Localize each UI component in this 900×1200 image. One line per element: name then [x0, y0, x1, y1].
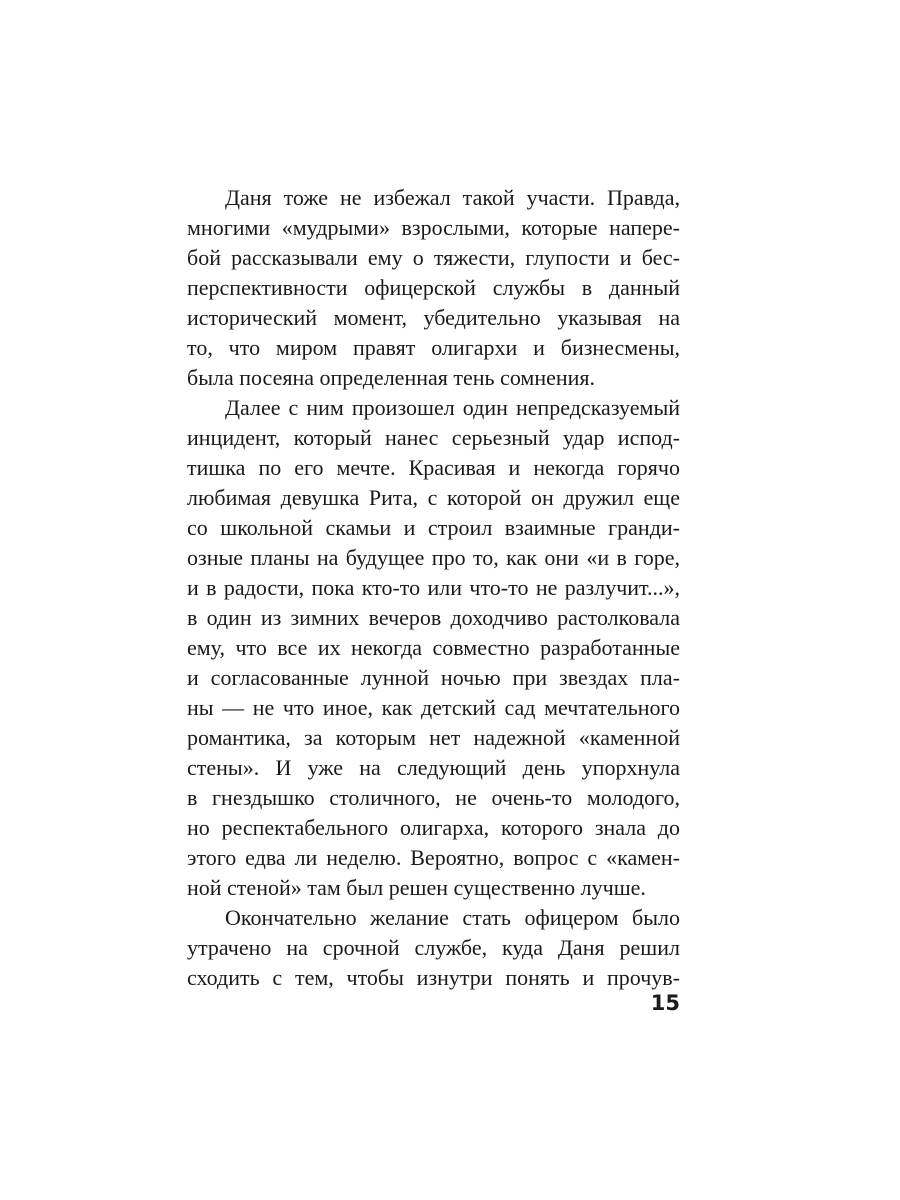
text-line: утрачено на срочной службе, куда Даня решил: [187, 935, 680, 960]
paragraph: [187, 393, 680, 903]
text-line: то, что миром правят олигархи и бизнесмены,: [187, 335, 680, 360]
text-line: в гнездышко столичного, не очень-то молодого,: [187, 785, 680, 810]
text-line: любимая девушка Рита, с которой он дружил еще: [187, 485, 680, 510]
text-line: в один из зимних вечеров доходчиво растолковала: [187, 605, 680, 630]
text-line: исторический момент, убедительно указывая на: [187, 305, 680, 330]
text-line: бой рассказывали ему о тяжести, глупости и бес-: [187, 245, 680, 270]
text-line: тишка по его мечте. Красивая и некогда горячо: [187, 455, 680, 480]
text-line: романтика, за которым нет надежной «каменной: [187, 725, 680, 750]
text-line: стены». И уже на следующий день упорхнула: [187, 755, 680, 780]
text-line: была посеяна определенная тень сомнения.: [187, 365, 596, 390]
text-line: но респектабельного олигарха, которого знала до: [187, 815, 680, 840]
text-line: озные планы на будущее про то, как они «и в горе,: [187, 545, 680, 570]
text-line: перспективности офицерской службы в данный: [187, 275, 680, 300]
text-line: со школьной скамьи и строил взаимные гранди-: [187, 515, 680, 540]
text-line: многими «мудрыми» взрослыми, которые напере-: [187, 215, 680, 240]
body-text: [187, 183, 680, 993]
text-line: этого едва ли неделю. Вероятно, вопрос с «камен-: [187, 845, 680, 870]
text-line: ны — не что иное, как детский сад мечтательного: [187, 695, 680, 720]
paragraph: [187, 183, 680, 393]
text-line: и согласованные лунной ночью при звездах пла-: [187, 665, 680, 690]
text-line: сходить с тем, чтобы изнутри понять и прочув-: [187, 965, 680, 990]
text-line: ему, что все их некогда совместно разработанные: [187, 635, 680, 660]
text-line: и в радости, пока кто-то или что-то не разлучит...»,: [187, 575, 680, 600]
text-line: Даня тоже не избежал такой участи. Правда,: [225, 185, 680, 210]
page-number: 15: [650, 991, 680, 1015]
text-line: Далее с ним произошел один непредсказуемый: [225, 395, 680, 420]
paragraph: [187, 903, 680, 993]
text-line: инцидент, который нанес серьезный удар испод-: [187, 425, 680, 450]
text-line: Окончательно желание стать офицером было: [225, 905, 680, 930]
text-line: ной стеной» там был решен существенно лучше.: [187, 875, 646, 900]
